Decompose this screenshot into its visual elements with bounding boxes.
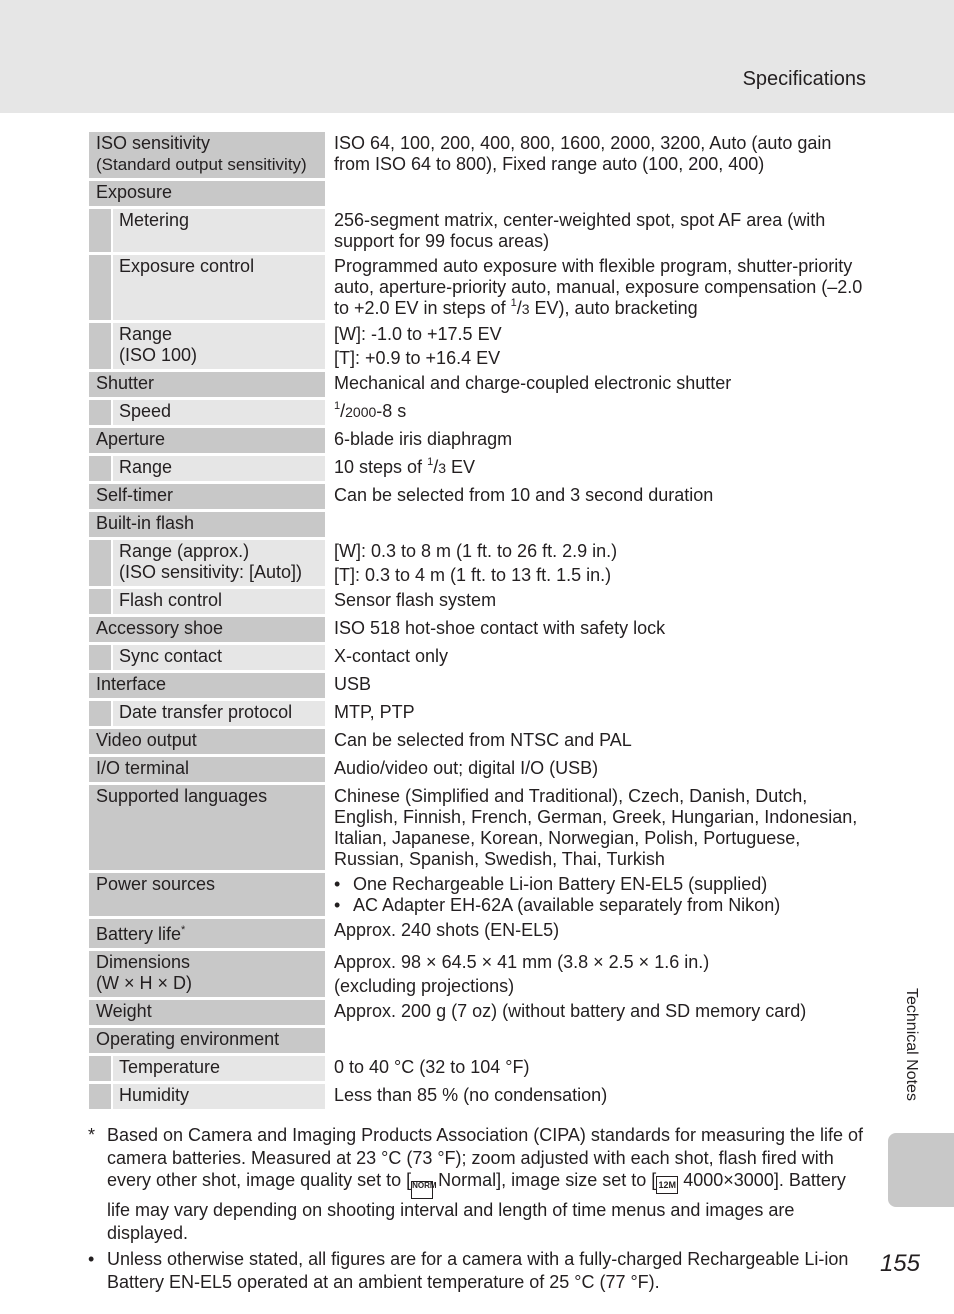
spec-label <box>89 132 325 178</box>
spec-value <box>325 1000 867 1025</box>
spec-value <box>325 512 867 537</box>
image-size-12m-icon: 12M <box>656 1176 678 1194</box>
spec-value <box>325 1056 867 1081</box>
spec-value-text: 256-segment matrix, center-weighted spot, spot AF area (with support for 99 focus areas) <box>334 210 826 251</box>
header-band <box>0 0 954 113</box>
fraction-denominator: 3 <box>438 460 446 476</box>
spec-bullet-text: AC Adapter EH-62A (available separately from Nikon) <box>353 895 781 915</box>
spec-value-text: Approx. 98 × 64.5 × 41 mm (3.8 × 2.5 × 1.6 in.) <box>334 952 710 972</box>
spec-label-text: Dimensions <box>96 952 191 972</box>
spec-label-text: Exposure <box>96 182 173 202</box>
spec-label <box>89 617 325 642</box>
spec-value <box>325 701 867 726</box>
spec-value-text-end: EV <box>446 457 476 477</box>
spec-label-text: Power sources <box>96 874 216 894</box>
spec-label <box>89 919 325 948</box>
footnote-asterisk-text-b: Normal], image size set to [ <box>433 1170 657 1190</box>
spec-label <box>89 1000 325 1025</box>
spec-row <box>89 1056 867 1081</box>
spec-sub-label <box>89 589 325 614</box>
group-bar <box>89 323 111 369</box>
footnote-asterisk-text-a: Based on Camera and Imaging Products Association (CIPA) standards for measuring the life of camera batteries. Measured at 23 °C (73 °F); zoom adjusted with each shot, flash fired with every other shot, image quality set to [ <box>107 1125 864 1190</box>
spec-row <box>89 785 867 870</box>
spec-label <box>89 1028 325 1053</box>
spec-bullet: • AC Adapter EH-62A (available separately from Nikon) <box>334 895 781 915</box>
spec-row <box>89 456 867 481</box>
spec-label <box>89 729 325 754</box>
spec-value-text: Chinese (Simplified and Traditional), Czech, Danish, Dutch, English, Finnish, French, German, Greek, Hungarian, Indonesian, Italian, Japanese, Korean, Norwegian, Polish, Portuguese, Russian, Spanish, Swedish, Thai, Turkish <box>334 786 858 869</box>
spec-value-text-end: -8 s <box>376 401 407 421</box>
spec-value <box>325 873 867 916</box>
spec-value <box>325 645 867 670</box>
spec-label-text: Range (approx.) <box>119 541 250 561</box>
spec-label-text: Weight <box>96 1001 152 1021</box>
spec-sub-label <box>89 1056 325 1081</box>
spec-label-text: Flash control <box>119 590 223 610</box>
spec-sub-label <box>89 323 325 369</box>
spec-value <box>325 757 867 782</box>
spec-label <box>89 873 325 916</box>
spec-label-text: Range <box>119 457 173 477</box>
spec-row <box>89 181 867 206</box>
spec-value <box>325 428 867 453</box>
spec-row <box>89 512 867 537</box>
spec-value <box>325 1084 867 1109</box>
spec-row <box>89 400 867 425</box>
spec-row <box>89 1000 867 1025</box>
spec-value-text-end: EV), auto bracketing <box>529 298 698 318</box>
spec-label-text: Built-in flash <box>96 513 195 533</box>
group-bar <box>89 1056 111 1081</box>
fraction-numerator: 1 <box>427 456 434 468</box>
spec-label <box>89 484 325 509</box>
page-number: 155 <box>879 1250 920 1277</box>
spec-label-sub-text: (W × H × D) <box>96 973 193 993</box>
spec-label-text: Video output <box>96 730 197 750</box>
spec-label-text: Exposure control <box>119 256 255 276</box>
spec-value <box>325 181 867 206</box>
spec-value-text: 6-blade iris diaphragm <box>334 429 513 449</box>
group-bar <box>89 1084 111 1109</box>
spec-label <box>89 757 325 782</box>
spec-label <box>89 512 325 537</box>
spec-label <box>89 428 325 453</box>
footnote-bullet-text: Unless otherwise stated, all figures are for a camera with a fully-charged Rechargeable Li-ion Battery EN-EL5 operated at an ambient temperature of 25 °C (77 °F). <box>107 1249 849 1292</box>
spec-row <box>89 617 867 642</box>
spec-value <box>325 1028 867 1053</box>
group-bar <box>89 255 111 320</box>
spec-row <box>89 372 867 397</box>
spec-label <box>89 785 325 870</box>
footnote-bullet-mark: • <box>88 1249 95 1269</box>
spec-row <box>89 323 867 369</box>
spec-label-text: I/O terminal <box>96 758 190 778</box>
spec-value-text: X-contact only <box>334 646 449 666</box>
group-bar <box>89 645 111 670</box>
group-bar <box>89 400 111 425</box>
spec-value <box>325 132 867 178</box>
spec-value: $^1$/2000-8 s <box>334 400 407 421</box>
spec-bullet: • One Rechargeable Li-ion Battery EN-EL5 (supplied) <box>334 874 768 894</box>
spec-value <box>325 372 867 397</box>
spec-label-text: Supported languages <box>96 786 268 806</box>
spec-sub-label <box>89 255 325 320</box>
spec-value-text: ISO 64, 100, 200, 400, 800, 1600, 2000, 3200, Auto (auto gain from ISO 64 to 800), Fixed range auto (100, 200, 400) <box>334 133 832 174</box>
side-tab <box>888 1133 954 1207</box>
spec-value-text: Mechanical and charge-coupled electronic shutter <box>334 373 732 393</box>
spec-row <box>89 757 867 782</box>
spec-sub-label <box>89 645 325 670</box>
spec-value-text: 10 steps of <box>334 457 428 477</box>
spec-row <box>89 209 867 252</box>
spec-sub-label <box>89 209 325 252</box>
spec-label-text: Accessory shoe <box>96 618 224 638</box>
group-bar <box>89 701 111 726</box>
spec-value <box>325 617 867 642</box>
spec-sub-label <box>89 1084 325 1109</box>
spec-label-text: Speed <box>119 401 172 421</box>
spec-value-text: Approx. 200 g (7 oz) (without battery and SD memory card) <box>334 1001 807 1021</box>
quality-normal-icon: NORM <box>411 1181 433 1199</box>
spec-value <box>325 785 867 870</box>
spec-sub-label <box>89 456 325 481</box>
spec-label-text: Aperture <box>96 429 166 449</box>
spec-value <box>325 589 867 614</box>
spec-row <box>89 484 867 509</box>
footnotes <box>88 1124 868 1293</box>
side-section-label: Technical Notes <box>903 988 920 1101</box>
spec-label-text: Temperature <box>119 1057 221 1077</box>
spec-value-text: USB <box>334 674 372 694</box>
spec-label-sub-text: (ISO 100) <box>119 345 198 365</box>
spec-row <box>89 873 867 916</box>
spec-row <box>89 951 867 997</box>
spec-row <box>89 428 867 453</box>
group-bar <box>89 589 111 614</box>
spec-label <box>89 372 325 397</box>
spec-value-line-2: [T]: 0.3 to 4 m (1 ft. to 13 ft. 1.5 in.) <box>334 565 612 585</box>
spec-row <box>89 132 867 178</box>
spec-sub-label <box>89 701 325 726</box>
spec-label-text: Metering <box>119 210 190 230</box>
spec-table <box>89 132 867 1112</box>
spec-row <box>89 1084 867 1109</box>
spec-row <box>89 255 867 320</box>
spec-value <box>325 729 867 754</box>
spec-label-text: Sync contact <box>119 646 223 666</box>
spec-label-text: Battery life <box>96 924 182 944</box>
spec-value <box>325 673 867 698</box>
spec-label <box>89 181 325 206</box>
section-title: Specifications <box>742 68 866 90</box>
spec-value-text: 0 to 40 °C (32 to 104 °F) <box>334 1057 530 1077</box>
spec-value: Programmed auto exposure with flexible program, shutter-priority auto, aperture-priority auto, manual, exposure compensation (–2.0 to +2.0 EV in steps of $^1$/3 EV), auto bracketing <box>334 256 863 318</box>
spec-row <box>89 673 867 698</box>
spec-label-text: Self-timer <box>96 485 174 505</box>
spec-row <box>89 729 867 754</box>
spec-value-text: [W]: 0.3 to 8 m (1 ft. to 26 ft. 2.9 in.) <box>334 541 618 561</box>
spec-value-text: Sensor flash system <box>334 590 497 610</box>
spec-value-text: Can be selected from 10 and 3 second duration <box>334 485 714 505</box>
spec-value-text: MTP, PTP <box>334 702 415 722</box>
fraction-denominator: 3 <box>521 301 530 317</box>
spec-label-text: Range <box>119 324 173 344</box>
spec-label-text: Shutter <box>96 373 155 393</box>
spec-row <box>89 589 867 614</box>
spec-label <box>89 951 325 997</box>
spec-label-text: Interface <box>96 674 167 694</box>
spec-row <box>89 645 867 670</box>
group-bar <box>89 540 111 586</box>
spec-value <box>325 951 867 997</box>
spec-value-text: Audio/video out; digital I/O (USB) <box>334 758 599 778</box>
spec-label <box>89 673 325 698</box>
spec-label-text: Humidity <box>119 1085 190 1105</box>
spec-bullet-text: One Rechargeable Li-ion Battery EN-EL5 (supplied) <box>353 874 768 894</box>
spec-value-line-2: [T]: +0.9 to +16.4 EV <box>334 348 501 368</box>
fraction-denominator: 2000 <box>345 404 377 420</box>
fraction-numerator: 1 <box>334 400 341 412</box>
footnote-asterisk <box>88 1124 868 1244</box>
spec-label-sub-text: (Standard output sensitivity) <box>96 155 307 174</box>
spec-value-text: [W]: -1.0 to +17.5 EV <box>334 324 502 344</box>
footnote-bullet <box>88 1248 868 1293</box>
spec-value <box>325 540 867 586</box>
spec-label-sub-text: (ISO sensitivity: [Auto]) <box>119 562 303 582</box>
spec-value-text: ISO 518 hot-shoe contact with safety lock <box>334 618 666 638</box>
spec-row <box>89 540 867 586</box>
spec-row <box>89 701 867 726</box>
spec-row <box>89 919 867 948</box>
spec-value-text: Programmed auto exposure with flexible program, shutter-priority auto, aperture-priority auto, manual, exposure compensation (–2.0 to +2.0 EV in steps of <box>334 256 863 318</box>
spec-value-text: Approx. 240 shots (EN-EL5) <box>334 920 560 940</box>
spec-value-text: Can be selected from NTSC and PAL <box>334 730 632 750</box>
spec-value <box>325 484 867 509</box>
spec-value <box>325 323 867 369</box>
group-bar <box>89 209 111 252</box>
spec-label-text: ISO sensitivity <box>96 133 211 153</box>
fraction-numerator: 1 <box>510 297 517 309</box>
spec-sub-label <box>89 400 325 425</box>
spec-row <box>89 1028 867 1053</box>
spec-value-line-2: (excluding projections) <box>334 976 515 996</box>
spec-value-text: Less than 85 % (no condensation) <box>334 1085 608 1105</box>
spec-label-text: Operating environment <box>96 1029 280 1049</box>
group-bar <box>89 456 111 481</box>
spec-sub-label <box>89 540 325 586</box>
spec-value <box>325 209 867 252</box>
spec-value <box>325 919 867 948</box>
spec-label-text: Date transfer protocol <box>119 702 293 722</box>
spec-value: 10 steps of $^1$/3 EV <box>334 456 476 477</box>
spec-label-footnote-mark: * <box>181 924 186 936</box>
footnote-asterisk-mark: * <box>88 1125 96 1145</box>
footnote-asterisk-text-c: 4000×3000]. Battery life may vary depending on shooting interval and length of time menus and images are displayed. <box>107 1170 846 1243</box>
